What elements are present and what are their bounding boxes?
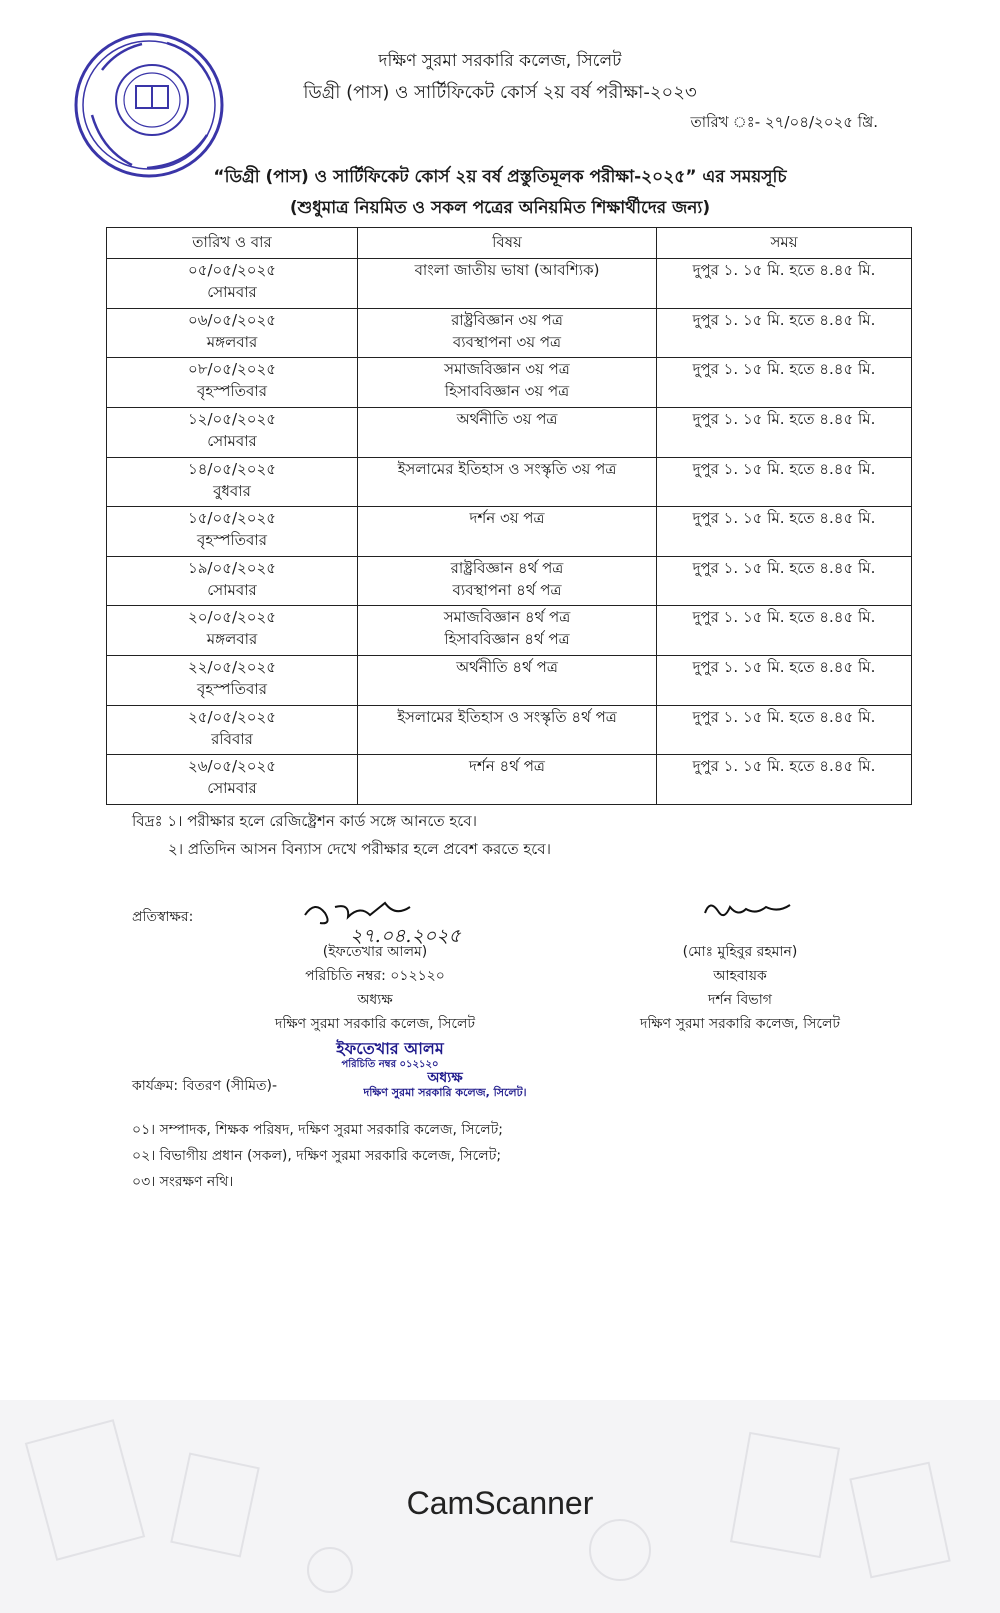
distribution-item: ০২। বিভাগীয় প্রধান (সকল), দক্ষিণ সুরমা সরকারি কলেজ, সিলেট;	[132, 1148, 502, 1164]
table-row	[107, 556, 912, 606]
note-2: ২। প্রতিদিন আসন বিন্যাস দেখে পরীক্ষার হলে প্রবেশ করতে হবে।	[168, 840, 551, 858]
time: দুপুর ১. ১৫ মি. হতে ৪.৪৫ মি.	[692, 509, 876, 528]
right-institution: দক্ষিণ সুরমা সরকারি কলেজ, সিলেট	[639, 1016, 841, 1032]
table-row	[107, 308, 912, 358]
stamp-name: ইফতেখার আলম	[336, 1039, 444, 1058]
subject: রাষ্ট্রবিজ্ঞান ৪র্থ পত্র	[450, 558, 564, 577]
day: মঙ্গলবার	[206, 332, 258, 351]
subject: ইসলামের ইতিহাস ও সংস্কৃতি ৪র্থ পত্র	[397, 707, 617, 726]
time: দুপুর ১. ১৫ মি. হতে ৪.৪৫ মি.	[692, 658, 876, 676]
date: ০৫/০৫/২০২৫	[187, 261, 277, 279]
right-name: (মোঃ মুহিবুর রহমান)	[682, 944, 798, 960]
left-title: অধ্যক্ষ	[357, 992, 393, 1008]
time: দুপুর ১. ১৫ মি. হতে ৪.৪৫ মি.	[692, 707, 876, 726]
date: ০৬/০৫/২০২৫	[187, 310, 277, 329]
time: দুপুর ১. ১৫ মি. হতে ৪.৪৫ মি.	[692, 261, 876, 279]
schedule-title: “ডিগ্রী (পাস) ও সার্টিফিকেট কোর্স ২য় বর্ষ প্রস্তুতিমূলক পরীক্ষা-২০২৫” এর সময়সূচি	[213, 167, 787, 187]
date-cell	[107, 705, 358, 755]
table-row	[107, 606, 912, 656]
time-cell	[657, 308, 912, 358]
subject-cell	[358, 358, 657, 408]
date-cell	[107, 606, 358, 656]
time: দুপুর ১. ১৫ মি. হতে ৪.৪৫ মি.	[692, 757, 876, 776]
time: দুপুর ১. ১৫ মি. হতে ৪.৪৫ মি.	[692, 310, 876, 329]
subject-cell	[358, 457, 657, 507]
time-cell	[657, 507, 912, 557]
date-cell	[107, 259, 358, 309]
date: ২২/০৫/২০২৫	[187, 658, 277, 676]
day: বুধবার	[213, 481, 251, 500]
date: ১৪/০৫/২০২৫	[187, 459, 277, 478]
stamp-id: পরিচিতি নম্বর ০১২১২০	[341, 1059, 439, 1070]
table-row	[107, 507, 912, 557]
exam-schedule-table	[106, 227, 912, 805]
day: রবিবার	[211, 729, 253, 748]
subject-cell	[358, 407, 657, 457]
right-signature-icon	[700, 895, 800, 925]
date-cell	[107, 407, 358, 457]
left-signatory	[210, 940, 540, 1036]
college-name: দক্ষিণ সুরমা সরকারি কলেজ, সিলেট	[378, 51, 622, 71]
distribution-label: কার্যক্রম: বিতরণ (সীমিত)-	[132, 1078, 277, 1094]
table-row	[107, 457, 912, 507]
distribution-item: ০৩। সংরক্ষণ নথি।	[132, 1174, 234, 1190]
subject: দর্শন ৪র্থ পত্র	[469, 757, 545, 776]
subject: বাংলা জাতীয় ভাষা (আবশ্যিক)	[414, 261, 600, 279]
time: দুপুর ১. ১৫ মি. হতে ৪.৪৫ মি.	[692, 360, 876, 379]
table-row	[107, 358, 912, 408]
date-cell	[107, 457, 358, 507]
subject: অর্থনীতি ৪র্থ পত্র	[456, 658, 558, 676]
date: ২০/০৫/২০২৫	[187, 608, 277, 627]
time-cell	[657, 358, 912, 408]
day: সোমবার	[207, 580, 257, 599]
stamp-institution: দক্ষিণ সুরমা সরকারি কলেজ, সিলেট।	[363, 1086, 527, 1099]
right-dept: দর্শন বিভাগ	[708, 992, 772, 1008]
table-row	[107, 755, 912, 805]
subject: দর্শন ৩য় পত্র	[469, 509, 545, 528]
time: দুপুর ১. ১৫ মি. হতে ৪.৪৫ মি.	[692, 608, 876, 627]
subject-second: ব্যবস্থাপনা ৩য় পত্র	[452, 332, 562, 351]
table-row	[107, 656, 912, 706]
subject-cell	[358, 606, 657, 656]
time: দুপুর ১. ১৫ মি. হতে ৪.৪৫ মি.	[692, 459, 876, 478]
date-cell	[107, 507, 358, 557]
time-cell	[657, 407, 912, 457]
time-cell	[657, 606, 912, 656]
date-cell	[107, 358, 358, 408]
stamp-block-lower	[330, 1070, 560, 1100]
day: মঙ্গলবার	[206, 630, 258, 649]
schedule-subtitle: (শুধুমাত্র নিয়মিত ও সকল পত্রের অনিয়মিত শিক্ষার্থীদের জন্য)	[289, 198, 711, 218]
left-institution: দক্ষিণ সুরমা সরকারি কলেজ, সিলেট	[274, 1016, 476, 1032]
exam-name: ডিগ্রী (পাস) ও সার্টিফিকেট কোর্স ২য় বর্ষ পরীক্ষা-২০২৩	[303, 82, 697, 103]
subject: সমাজবিজ্ঞান ৪র্থ পত্র	[443, 608, 571, 627]
issue-date: তারিখ ঃ- ২৭/০৪/২০২৫ খ্রি.	[690, 113, 878, 131]
date-cell	[107, 556, 358, 606]
time-cell	[657, 259, 912, 309]
table-row	[107, 259, 912, 309]
time: দুপুর ১. ১৫ মি. হতে ৪.৪৫ মি.	[692, 558, 876, 577]
right-title: আহবায়ক	[713, 968, 767, 984]
stamp-title: অধ্যক্ষ	[427, 1070, 463, 1086]
distribution-item: ০১। সম্পাদক, শিক্ষক পরিষদ, দক্ষিণ সুরমা সরকারি কলেজ, সিলেট;	[132, 1122, 504, 1138]
time: দুপুর ১. ১৫ মি. হতে ৪.৪৫ মি.	[692, 409, 876, 428]
subject-cell	[358, 656, 657, 706]
date: ২৫/০৫/২০২৫	[187, 707, 277, 726]
right-signatory	[610, 940, 870, 1036]
subject: অর্থনীতি ৩য় পত্র	[456, 409, 558, 428]
table-row	[107, 705, 912, 755]
subject: রাষ্ট্রবিজ্ঞান ৩য় পত্র	[451, 310, 563, 329]
subject-second: ব্যবস্থাপনা ৪র্থ পত্র	[452, 580, 562, 599]
day: সোমবার	[207, 431, 257, 450]
subject-second: হিসাববিজ্ঞান ৩য় পত্র	[444, 382, 570, 401]
time-cell	[657, 755, 912, 805]
day: সোমবার	[207, 779, 257, 798]
day: বৃহস্পতিবার	[197, 382, 267, 401]
subject-cell	[358, 556, 657, 606]
subject-second: হিসাববিজ্ঞান ৪র্থ পত্র	[444, 630, 570, 649]
subject-cell	[358, 507, 657, 557]
table-header-row	[107, 228, 912, 259]
time-cell	[657, 556, 912, 606]
date-cell	[107, 308, 358, 358]
camscanner-watermark: CamScanner	[406, 1485, 594, 1521]
day: বৃহস্পতিবার	[197, 531, 267, 550]
subject: সমাজবিজ্ঞান ৩য় পত্র	[444, 360, 570, 379]
handwritten-date: ২৭.০৪.২০২৫	[350, 925, 461, 947]
time-cell	[657, 457, 912, 507]
note-1: বিদ্রঃ ১। পরীক্ষার হলে রেজিষ্ট্রেশন কার্ড সঙ্গে আনতে হবে।	[132, 812, 477, 830]
day: বৃহস্পতিবার	[197, 680, 267, 698]
date-cell	[107, 755, 358, 805]
stamp-block	[280, 1040, 500, 1072]
left-name: (ইফতেখার আলম)	[322, 944, 428, 960]
date: ১৯/০৫/২০২৫	[187, 558, 277, 577]
subject-cell	[358, 259, 657, 309]
time-cell	[657, 656, 912, 706]
left-id: পরিচিতি নম্বর: ০১২১২০	[305, 968, 445, 984]
date: ১২/০৫/২০২৫	[187, 409, 277, 428]
date: ১৫/০৫/২০২৫	[187, 509, 277, 528]
date: ০৮/০৫/২০২৫	[187, 360, 277, 379]
date: ২৬/০৫/২০২৫	[187, 757, 277, 776]
subject-cell	[358, 755, 657, 805]
time-cell	[657, 705, 912, 755]
subject: ইসলামের ইতিহাস ও সংস্কৃতি ৩য় পত্র	[397, 459, 617, 478]
date-cell	[107, 656, 358, 706]
table-row	[107, 407, 912, 457]
header-subject: বিষয়	[358, 228, 657, 259]
subject-cell	[358, 705, 657, 755]
subject-cell	[358, 308, 657, 358]
countersign-label: প্রতিস্বাক্ষর:	[132, 909, 194, 925]
header-date: তারিখ ও বার	[107, 228, 358, 259]
header-time: সময়	[657, 228, 912, 259]
day: সোমবার	[207, 283, 257, 301]
